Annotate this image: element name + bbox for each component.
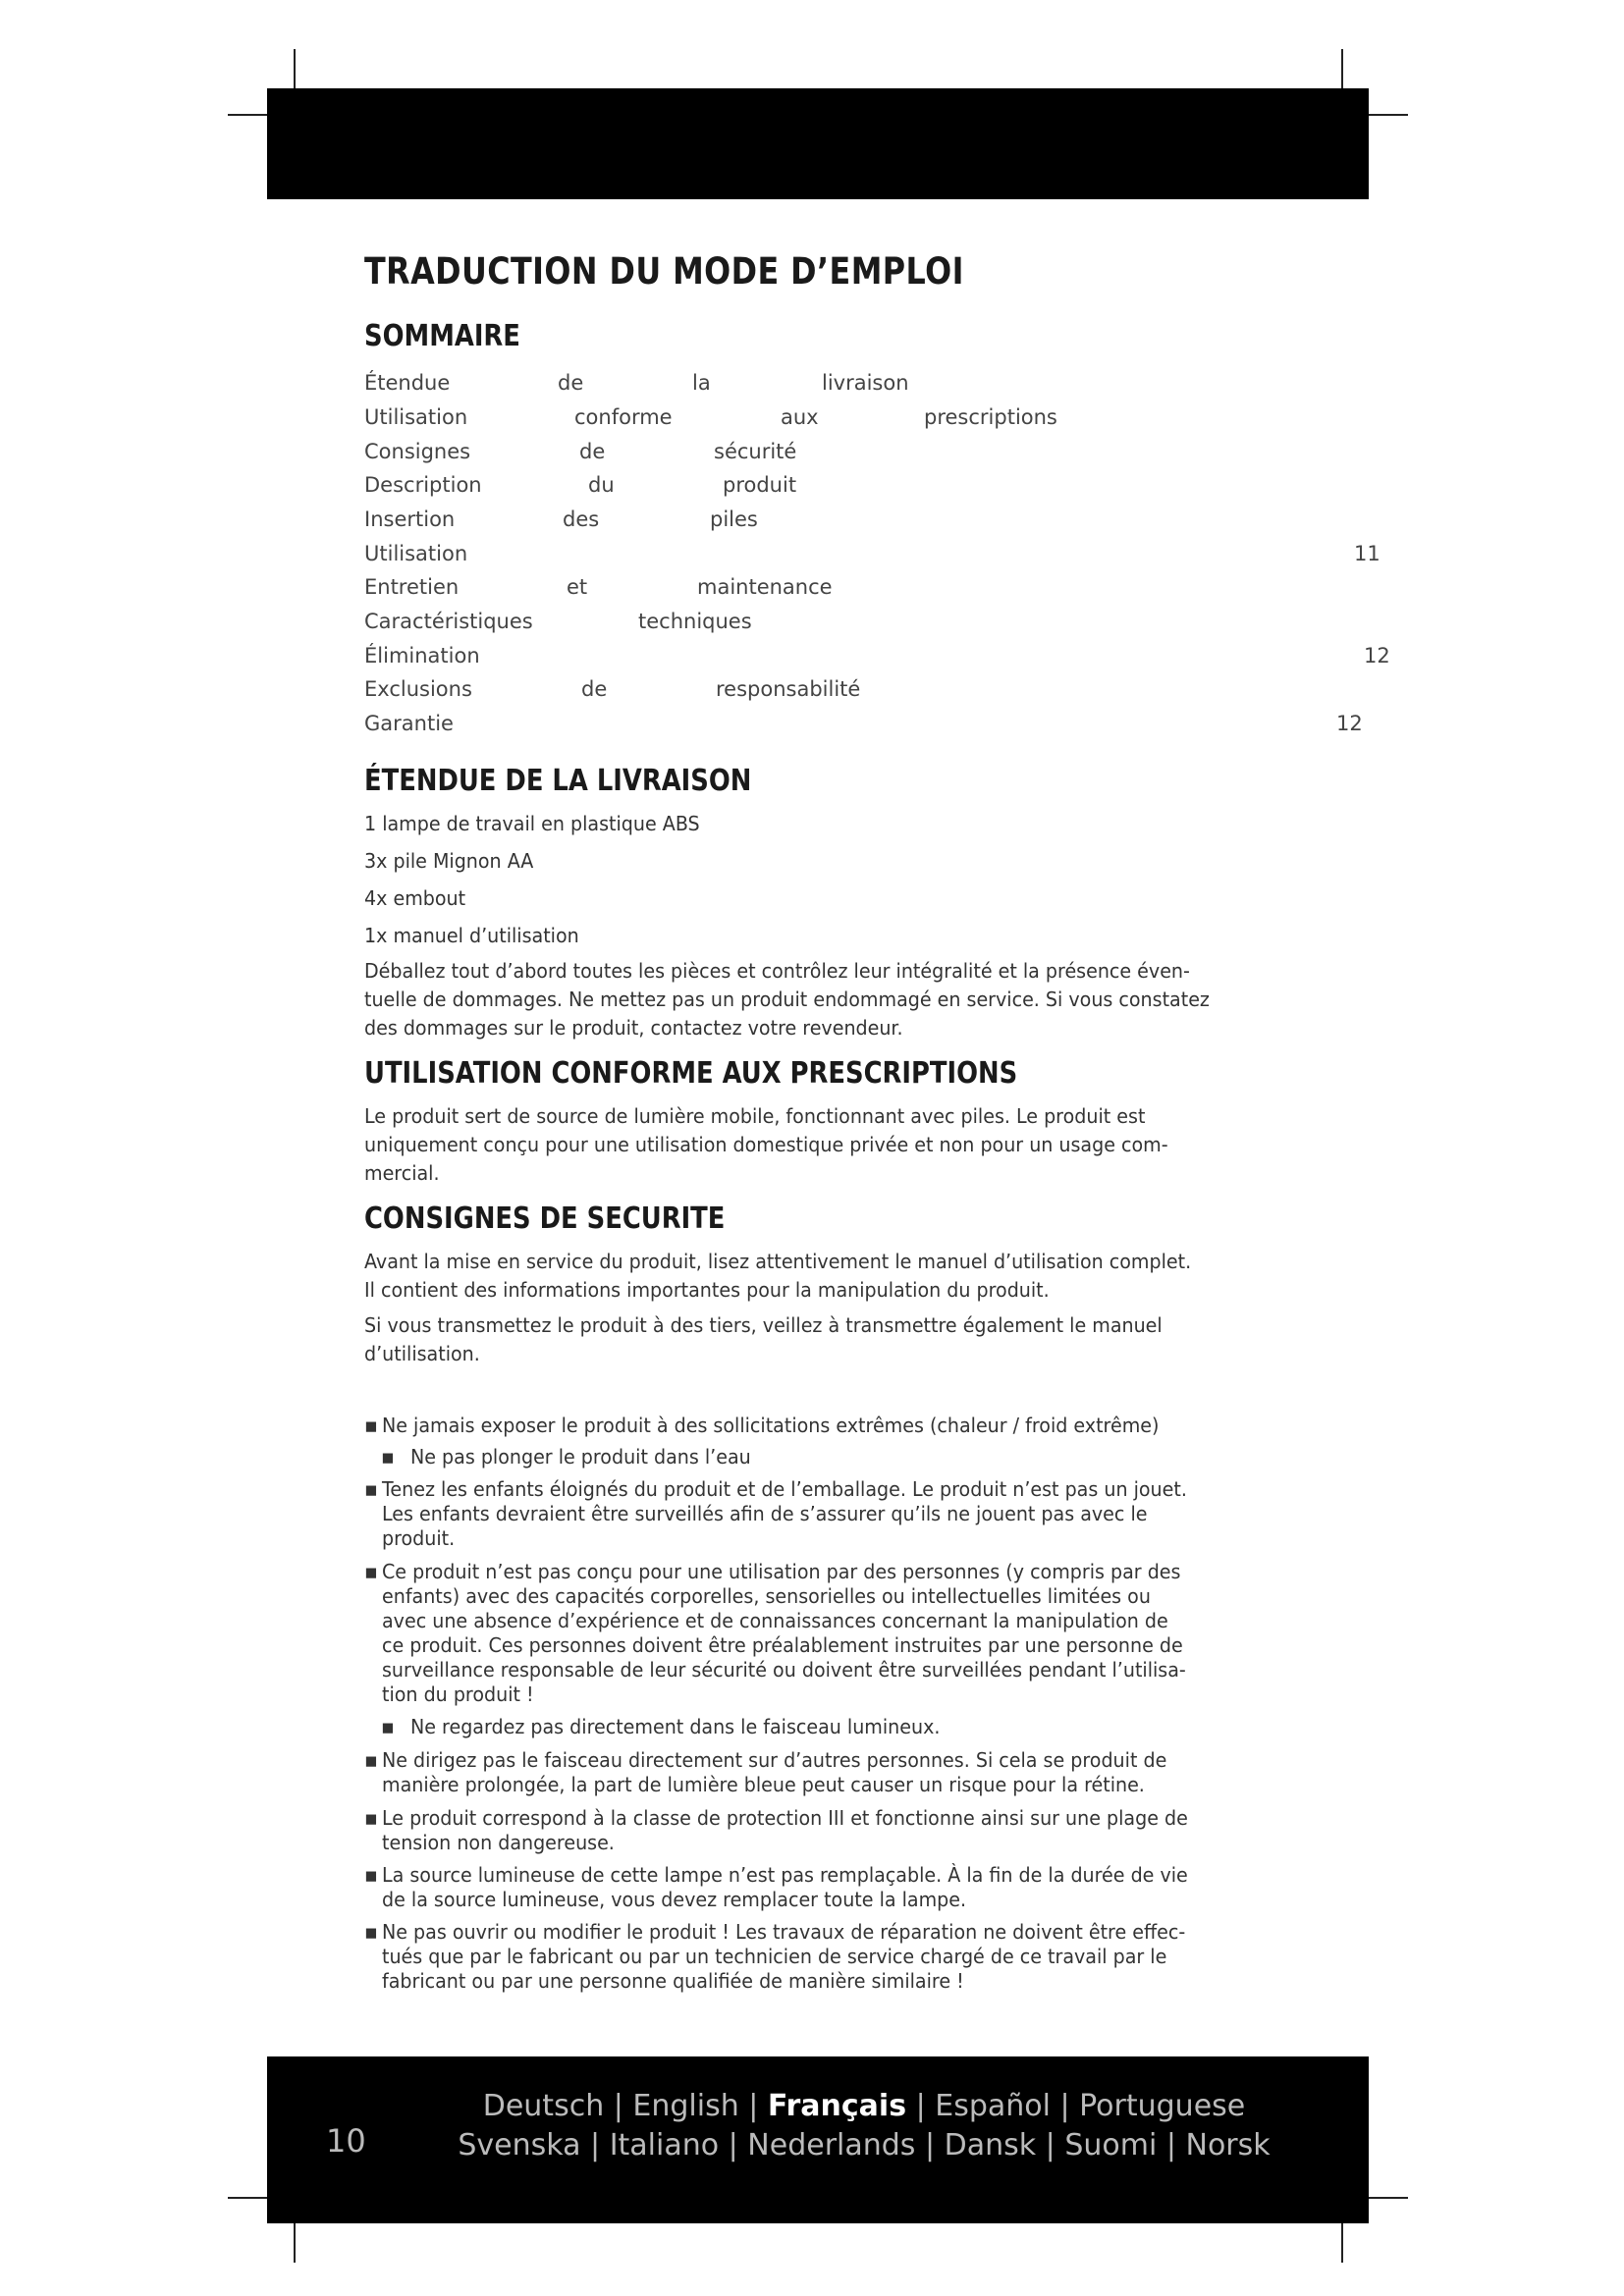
language-link-dansk[interactable]: Dansk	[944, 2128, 1037, 2163]
toc-word: la	[692, 371, 711, 395]
toc-page-number: 12	[1364, 644, 1390, 667]
delivery-item: 4x embout	[364, 886, 466, 910]
delivery-item: 1 lampe de travail en plastique ABS	[364, 812, 700, 835]
toc-word: conforme	[574, 405, 673, 429]
toc-word: des	[563, 507, 600, 531]
safety-heading: CONSIGNES DE SECURITE	[364, 1201, 726, 1236]
bullet-icon: ▪	[364, 1863, 378, 1887]
language-link-norsk[interactable]: Norsk	[1185, 2128, 1271, 2163]
toc-word: Insertion	[364, 507, 456, 531]
bullet-icon: ▪	[381, 1445, 395, 1468]
bullet-icon: ▪	[364, 1477, 378, 1501]
toc-word: maintenance	[697, 575, 833, 599]
toc-heading: SOMMAIRE	[364, 319, 520, 353]
toc-word: de	[558, 371, 584, 395]
toc-word: Utilisation	[364, 405, 468, 429]
toc-word: responsabilité	[716, 677, 861, 701]
language-link-portuguese[interactable]: Portuguese	[1079, 2089, 1246, 2123]
language-link-français[interactable]: Français	[767, 2089, 907, 2123]
toc-word: du	[588, 473, 615, 497]
toc-word: Garantie	[364, 712, 454, 735]
language-link-español[interactable]: Español	[935, 2089, 1051, 2123]
language-separator: |	[604, 2089, 633, 2123]
intended-use-heading: UTILISATION CONFORME AUX PRESCRIPTIONS	[364, 1056, 1018, 1091]
header-bar	[267, 88, 1369, 199]
delivery-item: 1x manuel d’utilisation	[364, 924, 579, 947]
toc-word: piles	[710, 507, 758, 531]
bullet-icon: ▪	[381, 1715, 395, 1738]
language-separator: |	[719, 2128, 748, 2163]
delivery-paragraph: Déballez tout d’abord toutes les pièces et contrôlez leur intégralité et la présence éven- tuelle de dommages. Ne mettez pas un produit endommagé en service. Si vous constatez des dommages sur le produit, contactez votre revendeur.	[364, 959, 1210, 1040]
toc-word: Entretien	[364, 575, 460, 599]
toc-word: livraison	[822, 371, 909, 395]
toc-word: Consignes	[364, 440, 471, 463]
language-separator: |	[906, 2089, 936, 2123]
toc-word: Caractéristiques	[364, 610, 533, 633]
toc-word: produit	[723, 473, 797, 497]
toc-word: de	[581, 677, 608, 701]
toc-word: de	[579, 440, 606, 463]
toc-page-number: 11	[1354, 542, 1380, 565]
language-selector-row	[373, 2089, 1355, 2123]
toc-word: Description	[364, 473, 482, 497]
language-link-deutsch[interactable]: Deutsch	[482, 2089, 605, 2123]
toc-word: Utilisation	[364, 542, 468, 565]
language-link-svenska[interactable]: Svenska	[458, 2128, 581, 2163]
bullet-icon: ▪	[364, 1560, 378, 1583]
safety-intro: Si vous transmettez le produit à des tiers, veillez à transmettre également le manuel d’utilisation.	[364, 1313, 1163, 1365]
bullet-icon: ▪	[364, 1806, 378, 1830]
toc-page-number: 12	[1336, 712, 1363, 735]
language-separator: |	[580, 2128, 610, 2163]
language-separator: |	[915, 2128, 945, 2163]
safety-intro: Avant la mise en service du produit, lisez attentivement le manuel d’utilisation complet. Il contient des informations importantes pour la manipulation du produit.	[364, 1250, 1192, 1302]
delivery-heading: ÉTENDUE DE LA LIVRAISON	[364, 764, 752, 798]
page-number: 10	[326, 2122, 366, 2160]
toc-word: et	[567, 575, 588, 599]
intended-use-paragraph: Le produit sert de source de lumière mobile, fonctionnant avec piles. Le produit est uniquement conçu pour une utilisation domestique privée et non pour un usage com- mercial.	[364, 1104, 1168, 1185]
language-separator: |	[1050, 2089, 1080, 2123]
bullet-icon: ▪	[364, 1414, 378, 1437]
language-separator: |	[1157, 2128, 1186, 2163]
delivery-item: 3x pile Mignon AA	[364, 849, 534, 873]
language-link-suomi[interactable]: Suomi	[1064, 2128, 1158, 2163]
toc-word: Étendue	[364, 371, 451, 395]
toc-word: aux	[781, 405, 819, 429]
toc-word: prescriptions	[924, 405, 1057, 429]
toc-word: Élimination	[364, 644, 480, 667]
bullet-icon: ▪	[364, 1920, 378, 1944]
toc-word: sécurité	[714, 440, 797, 463]
language-link-english[interactable]: English	[632, 2089, 739, 2123]
page-title: TRADUCTION DU MODE D’EMPLOI	[364, 250, 964, 293]
toc-word: techniques	[638, 610, 752, 633]
language-separator: |	[1036, 2128, 1065, 2163]
language-separator: |	[738, 2089, 768, 2123]
bullet-icon: ▪	[364, 1748, 378, 1772]
language-link-nederlands[interactable]: Nederlands	[747, 2128, 916, 2163]
language-link-italiano[interactable]: Italiano	[609, 2128, 720, 2163]
language-selector-row	[373, 2128, 1355, 2163]
toc-word: Exclusions	[364, 677, 472, 701]
